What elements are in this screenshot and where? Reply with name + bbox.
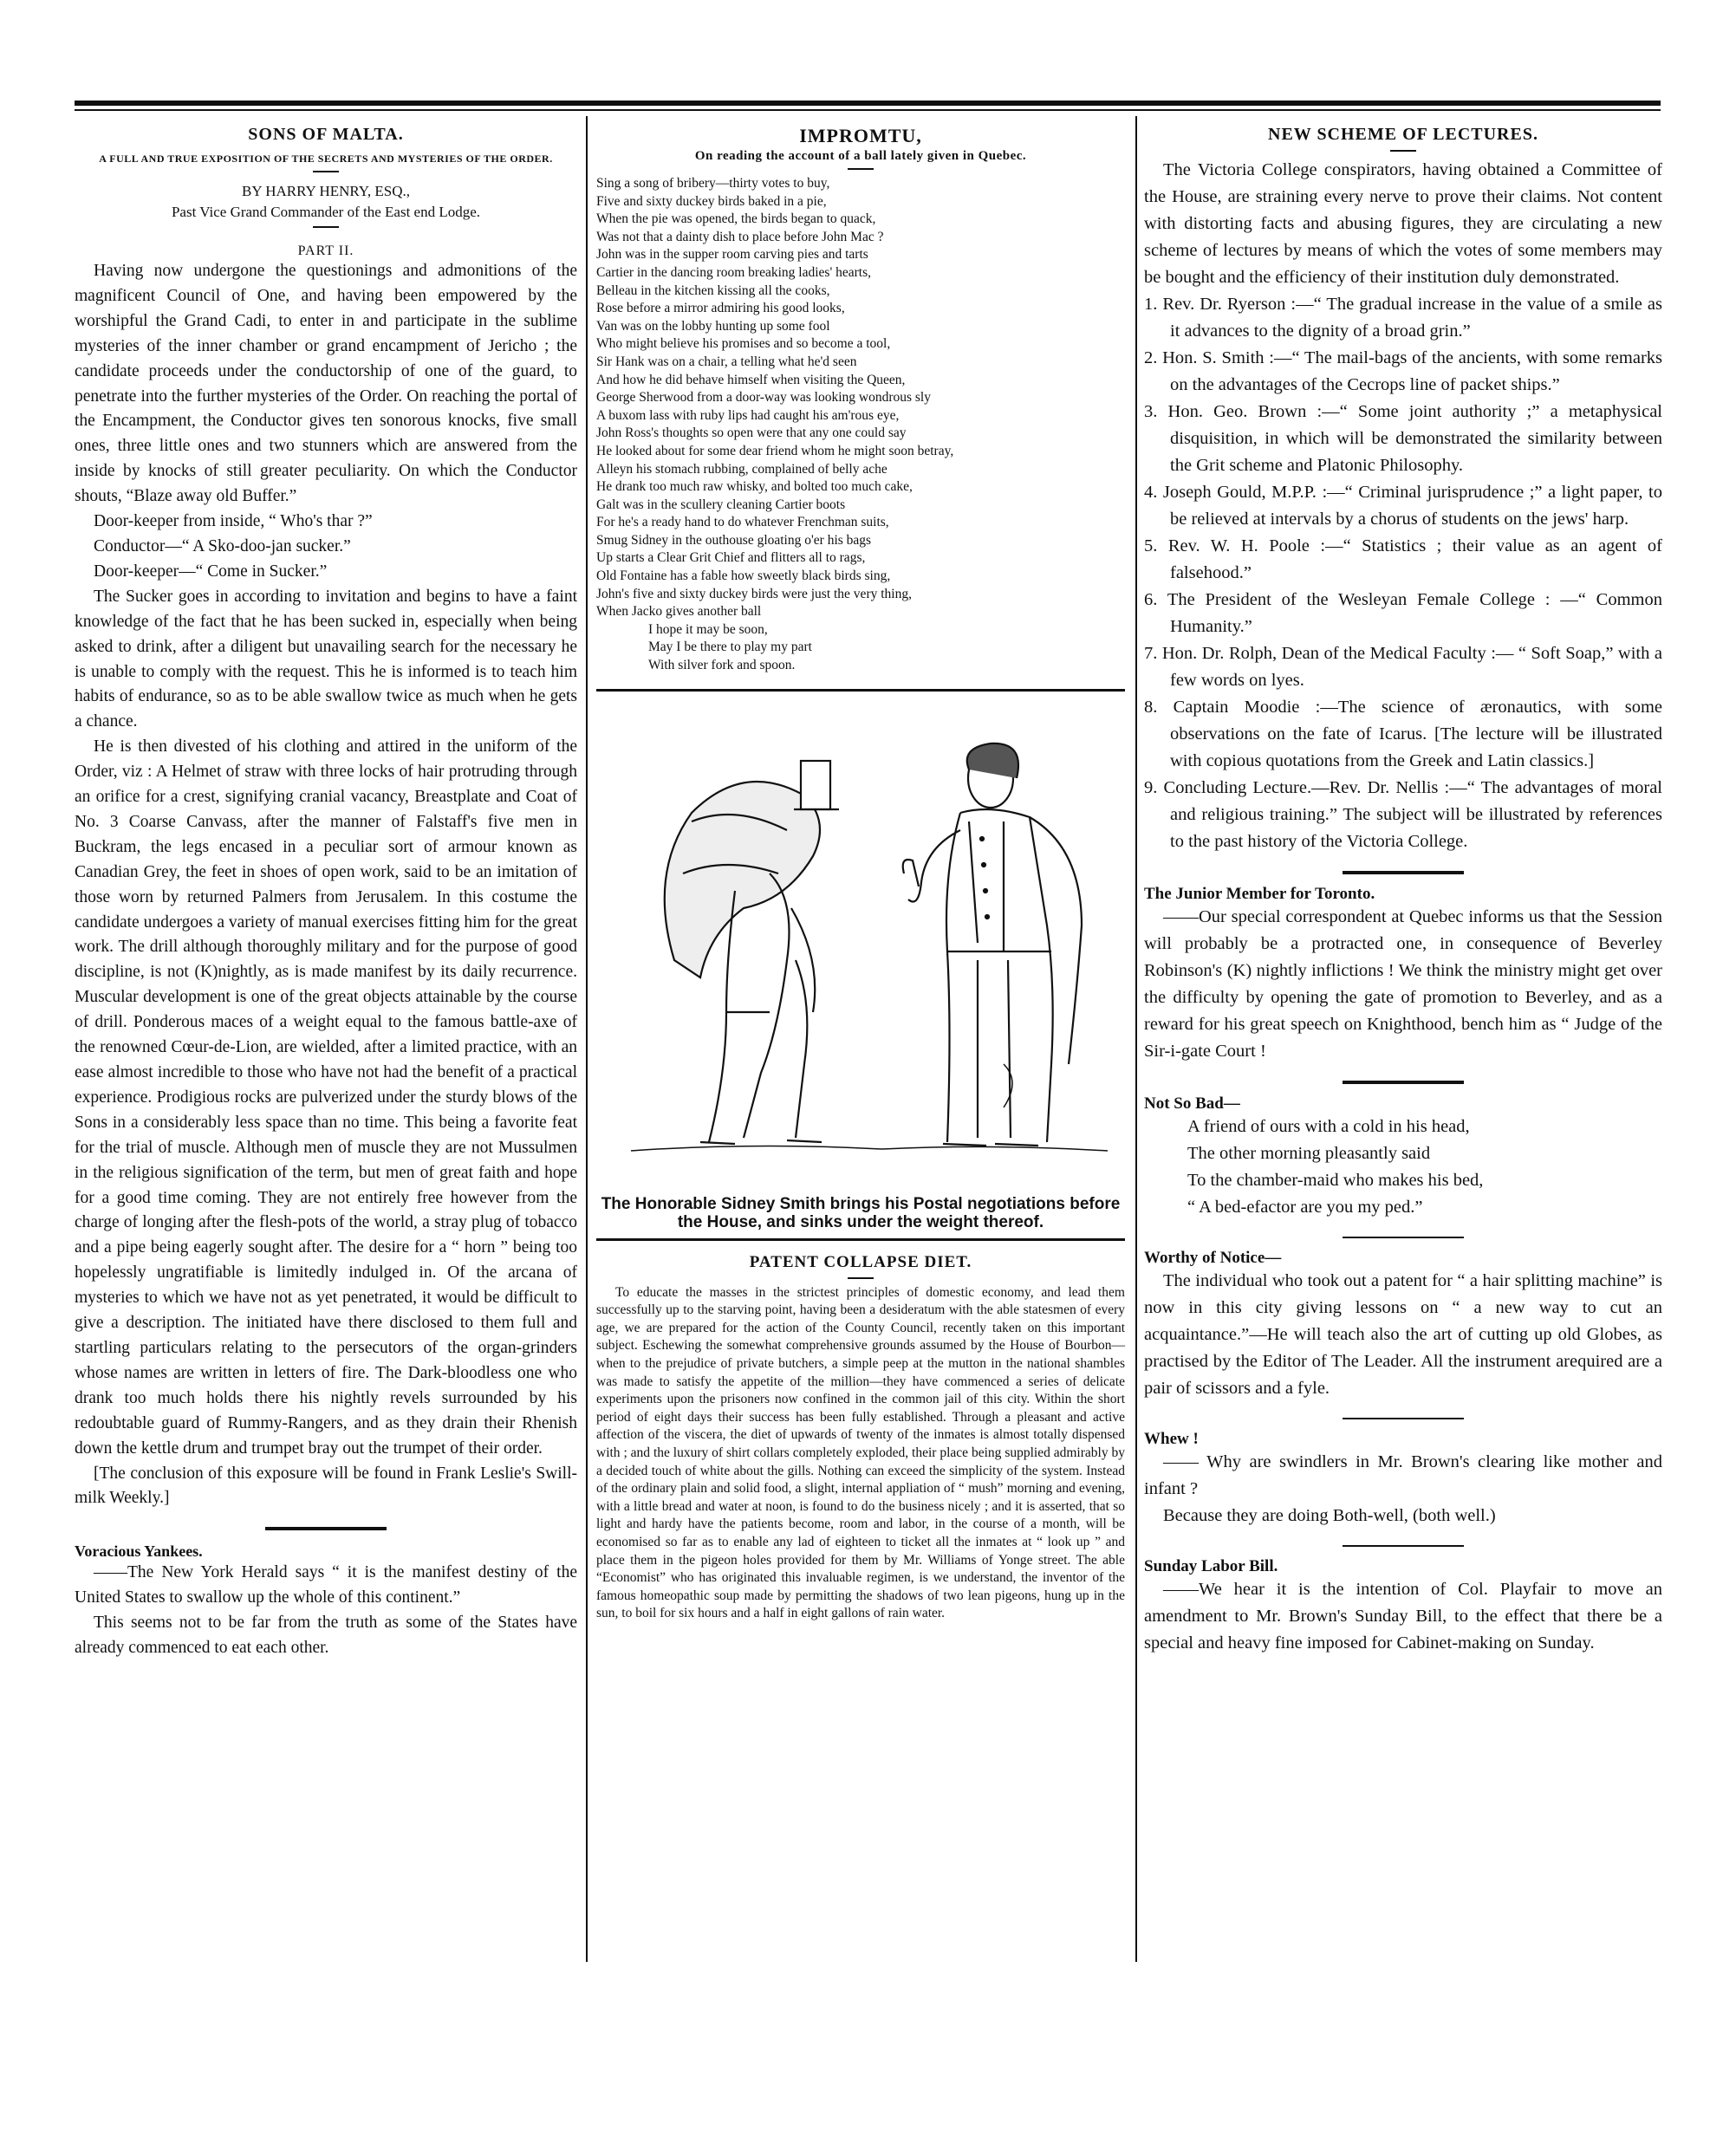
poem [596, 175, 1125, 621]
lecture-item: 2. Hon. S. Smith :—“ The mail-bags of the ancients, with some remarks on the advantages of the Cecrops line of packet ships.” [1144, 348, 1662, 394]
divider [313, 171, 339, 172]
cartoon-caption: The Honorable Sidney Smith brings his Postal negotiations before the House, and sinks under the weight thereof. [601, 1194, 1121, 1231]
poem-line: George Sherwood from a door-way was looking wondrous sly [596, 390, 931, 406]
article-subtitle: A FULL AND TRUE EXPOSITION OF THE SECRETS AND MYSTERIES OF THE ORDER. [99, 153, 553, 165]
lecture-item: 3. Hon. Geo. Brown :—“ Some joint authority ;” a metaphysical disquisition, in which will be demonstrated the similarity between the Grit scheme and Platonic Philosophy. [1144, 402, 1662, 475]
section-heading: Voracious Yankees. [75, 1542, 203, 1561]
paragraph: He is then divested of his clothing and attired in the uniform of the Order, viz : A Helmet of straw with three locks of hair protruding through an orifice for a crest, signifying cranial vacancy, Breastplate and Coat of No. 3 Coarse Canvass, after the manner of Falstaff's five men in Buckram, the legs encased in a peculiar sort of armour known as Canadian Grey, the feet in shoes of open work, said to be an imitation of those worn by returned Palmers from Jerusalem. In this costume the candidate undergoes a variety of manual exercises fitting him for the great work. The drill although thoroughly military and for the purpose of good discipline, is not (K)nightly, as is made manifest by its daily recurrence. Muscular development is one of the great objects attainable by the course of drill. Ponderous maces of a weight equal to the famous battle-axe of the renowned Cœur-de-Lion, are wielded, after a limited practice, with an ease almost incredible to those who have not had the benefit of a practical experience. Prodigious rocks are pulverized under the sturdy blows of the Sons in a considerably less space than no time. This being a favorite feat for the trial of muscle. Although men of muscle they are not Mussulmen in the religious signification of the term, but men of great faith and hope for a good time coming. They are not entirely free however from the charge of longing after the flesh-pots of the world, a stray plug of tobacco and a pipe being eagerly sought after. The desire for a “ horn ” being too hopelessly ungratifiable is limitedly indulged in. Of the arcana of mysteries to which we have not as yet penetrated, it would be difficult to give a description. The initiated have there disclosed to them full and startling particulars relating to the persecutors of the organ-grinders whose names are written in letters of fire. The Dark-bloodless one who drank too much holds there his nightly revels surrounded by his redoubtable guard of Rummy-Rangers, and as they drain their Rhenish down the kettle drum and trumpet bray out the trumpet of their order. [75, 737, 577, 1458]
dialogue-line: Door-keeper—“ Come in Sucker.” [94, 562, 328, 581]
section-divider [1343, 1081, 1464, 1084]
poem-line: He looked about for some dear friend whom he might soon betray, [596, 443, 954, 458]
section-heading: The Junior Member for Toronto. [1144, 885, 1375, 903]
masthead-rule [75, 101, 1661, 106]
poem-line: A buxom lass with ruby lips had caught his am'rous eye, [596, 407, 900, 423]
paragraph: Because they are doing Both-well, (both well.) [1163, 1506, 1496, 1525]
dialogue-line: Door-keeper from inside, “ Who's thar ?” [94, 512, 373, 531]
section-heading: Whew ! [1144, 1430, 1199, 1448]
column-middle [596, 116, 1125, 1623]
paragraph: ——Our special correspondent at Quebec informs us that the Session will probably be a protracted one, in consequence of Beverley Robinson's (K) nightly inflictions ! We think the ministry might get over the difficulty by opening the gate of promotion to Beverley, and as a reward for his great speech on Knighthood, bench him as “ Judge of the Sir-i-gate Court ! [1144, 907, 1662, 1061]
section-heading: Worthy of Notice— [1144, 1249, 1282, 1267]
section-heading: Sunday Labor Bill. [1144, 1557, 1278, 1575]
column-divider [1135, 116, 1137, 1962]
poem-line: Cartier in the dancing room breaking ladies' hearts, [596, 264, 871, 280]
article-title: NEW SCHEME OF LECTURES. [1268, 125, 1538, 144]
paragraph: Having now undergone the questionings and admonitions of the magnificent Council of One, and having been empowered by the worshipful the Grand Cadi, to enter in and participate in the sublime mysteries of the inner chamber or grand encampment of Jericho ; the candidate proceeds under the conductorship of one of the guard, to penetrate into the further mysteries of the Order. On reaching the portal of the Encampment, the Conductor gives ten sonorous knocks, five small ones, three little ones and two stunners which are answered from the inside by knocks of still greater peculiarity. On which the Conductor shouts, “Blaze away old Buffer.” [75, 262, 577, 506]
poem-line: Who might believe his promises and so become a tool, [596, 336, 891, 352]
verse [1144, 1114, 1662, 1221]
section-divider [265, 1527, 387, 1530]
paragraph: The individual who took out a patent for “ a hair splitting machine” is now in this city giving lessons on “ a new way to cut an acquaintance.”—He will teach also the art of cutting up old Globes, as practised by the Editor of The Leader. All the instrument arequired are a pair of scissors and a fyle. [1144, 1271, 1662, 1398]
paragraph: The Victoria College conspirators, having obtained a Committee of the House, are straining every nerve to prove their claims. Not content with distorting facts and abusing figures, they are circulating a new scheme of lectures by means of which the votes of some members may be bought and the efficiency of their institution duly demonstrated. [1144, 160, 1662, 287]
paragraph: This seems not to be far from the truth as some of the States have already commenced to eat each other. [75, 1614, 577, 1658]
poem-line: For he's a ready hand to do whatever Frenchman suits, [596, 515, 889, 530]
divider [313, 226, 339, 228]
poem-line: Was not that a dainty dish to place before John Mac ? [596, 229, 884, 244]
verse-line: To the chamber-maid who makes his bed, [1187, 1171, 1484, 1190]
poem-line: Sing a song of bribery—thirty votes to buy, [596, 176, 830, 191]
lecture-item: 4. Joseph Gould, M.P.P. :—“ Criminal jurisprudence ;” a light paper, to be relieved at intervals by a chorus of students on the jews' harp. [1144, 483, 1662, 529]
divider [848, 1277, 874, 1279]
divider [1390, 150, 1416, 152]
poem-line: John was in the supper room carving pies and tarts [596, 247, 868, 263]
poem-line: I hope it may be soon, [648, 621, 768, 637]
poem-line: John's five and sixty duckey birds were just the very thing, [596, 586, 912, 601]
part-heading: PART II. [297, 244, 354, 258]
verse-line: A friend of ours with a cold in his head, [1187, 1117, 1470, 1136]
section-heading: Not So Bad— [1144, 1094, 1240, 1113]
section-divider [1343, 1418, 1464, 1419]
paragraph: To educate the masses in the strictest principles of domestic economy, and lead them successfully up to the starving point, having been a desideratum with the able statesmen of every age, we are prepared for the action of the County Council, recently taken on this important subject. Eschewing the somewhat comprehensive grounds assumed by the House of Bourbon—when to the prejudice of private butchers, a simple peep at the mutton in the national shambles was made to satisfy the appetite of the million—they have commenced a series of delicate experiments upon the prisoners now confined in the common jail of this city. Within the short period of eight days their success has been fully established. Through a pleasant and active affection of the viscera, the diet of upwards of twenty of the inmates is almost totally dispensed with ; and the luxury of shirt collars completely exploded, their place being supplied admirably by a decided touch of white about the gills. Nothing can exceed the simplicity of the system. Instead of the ordinary plain and solid food, a slight, internal appliation of “ mush” morning and evening, with a little bread and water at noon, is found to do the business nicely ; and it is asserted, that so light and hardy have the patients become, room and labor, in the course of a month, will be economised so far as to enable any lad of eighteen to ticket all the inmates at “ look up ” and place them in the pigeon holes provided for them by Mr. Williams of Yonge street. The able “Economist” who has originated this invaluable regimen, is we understand, the inventor of the famous homeopathic soup made by permitting the shadows of two lean pigeons, hung up in the sun, to boil for six hours and a half in eight gallons of rain water. [596, 1284, 1125, 1621]
lecture-item: 5. Rev. W. H. Poole :—“ Statistics ; their value as an agent of falsehood.” [1144, 536, 1662, 582]
paragraph: ——The New York Herald says “ it is the manifest destiny of the United States to swallow up the whole of this continent.” [75, 1563, 577, 1607]
byline: BY HARRY HENRY, ESQ., [242, 183, 410, 199]
section-divider [1343, 1237, 1464, 1238]
section-divider [1343, 1545, 1464, 1547]
dialogue-line: Conductor—“ A Sko-doo-jan sucker.” [94, 536, 351, 555]
poem-line: Five and sixty duckey birds baked in a pie, [596, 193, 827, 209]
poem-line: Rose before a mirror admiring his good looks, [596, 301, 845, 316]
poem-line: Smug Sidney in the outhouse gloating o'er his bags [596, 532, 872, 548]
poem-line: When the pie was opened, the birds began to quack, [596, 211, 876, 227]
paragraph: [The conclusion of this exposure will be found in Frank Leslie's Swill-milk Weekly.] [75, 1464, 577, 1508]
poem-line: Van was on the lobby hunting up some fool [596, 318, 830, 334]
lecture-item: 6. The President of the Wesleyan Female College : —“ Common Humanity.” [1144, 590, 1662, 636]
poem-line: Up starts a Clear Grit Chief and flitters all to rags, [596, 550, 866, 566]
poem-line: Old Fontaine has a fable how sweetly black birds sing, [596, 568, 891, 584]
poem-subtitle: On reading the account of a ball lately given in Quebec. [694, 149, 1027, 163]
poem-line: He drank too much raw whisky, and bolted too much cake, [596, 479, 913, 495]
cartoon [596, 689, 1125, 1241]
poem-line: And how he did behave himself when visiting the Queen, [596, 372, 906, 387]
article-title: PATENT COLLAPSE DIET. [749, 1252, 972, 1271]
author-position: Past Vice Grand Commander of the East end Lodge. [171, 204, 481, 220]
verse-line: “ A bed-efactor are you my ped.” [1187, 1198, 1423, 1217]
column-right [1144, 116, 1662, 1657]
lecture-item: 7. Hon. Dr. Rolph, Dean of the Medical Faculty :— “ Soft Soap,” with a few words on lyes. [1144, 644, 1662, 690]
poem-line: With silver fork and spoon. [648, 658, 796, 673]
paragraph: ——We hear it is the intention of Col. Playfair to move an amendment to Mr. Brown's Sunday Bill, to the effect that there be a special and heavy fine imposed for Cabinet-making on Sunday. [1144, 1580, 1662, 1653]
lecture-item: 9. Concluding Lecture.—Rev. Dr. Nellis :—“ The advantages of moral and religious training.” The subject will be illustrated by references to the past history of the Victoria College. [1144, 778, 1662, 851]
poem-title: IMPROMTU, [799, 125, 922, 146]
poem-line: May I be there to play my part [648, 640, 812, 655]
poem-line: Galt was in the scullery cleaning Cartier boots [596, 497, 846, 512]
poem-ending [596, 621, 1125, 675]
section-divider [1343, 871, 1464, 874]
column-left [75, 116, 577, 1661]
lecture-item: 1. Rev. Dr. Ryerson :—“ The gradual increase in the value of a smile as it advances to the dignity of a broad grin.” [1144, 295, 1662, 341]
lecture-list [1144, 291, 1662, 855]
verse-line: The other morning pleasantly said [1187, 1144, 1431, 1163]
poem-line: Sir Hank was on a chair, a telling what he'd seen [596, 354, 857, 369]
column-divider [586, 116, 588, 1962]
poem-line: John Ross's thoughts so open were that any one could say [596, 425, 907, 441]
paragraph: —— Why are swindlers in Mr. Brown's clearing like mother and infant ? [1144, 1452, 1662, 1498]
poem-line: When Jacko gives another ball [596, 604, 762, 620]
masthead-rule-thin [75, 109, 1661, 111]
lecture-item: 8. Captain Moodie :—The science of æronautics, with some observations on the fate of Icarus. [The lecture will be illustrated with copious quotations from the Greek and Latin classics.] [1144, 698, 1662, 770]
paragraph: The Sucker goes in according to invitation and begins to have a faint knowledge of the fact that he has been sucked in, especially when being asked to drink, after a diligent but unavailing search for the necessary he is unable to comply with the request. This he is informed is to teach him habits of endurance, so as to be able swallow twice as much when he gets a chance. [75, 587, 577, 731]
cartoon-illustration-image [596, 700, 1125, 1185]
poem-line: Alleyn his stomach rubbing, complained of belly ache [596, 461, 888, 477]
article-title: SONS OF MALTA. [248, 125, 404, 144]
poem-line: Belleau in the kitchen kissing all the cooks, [596, 282, 830, 298]
divider [848, 168, 874, 170]
